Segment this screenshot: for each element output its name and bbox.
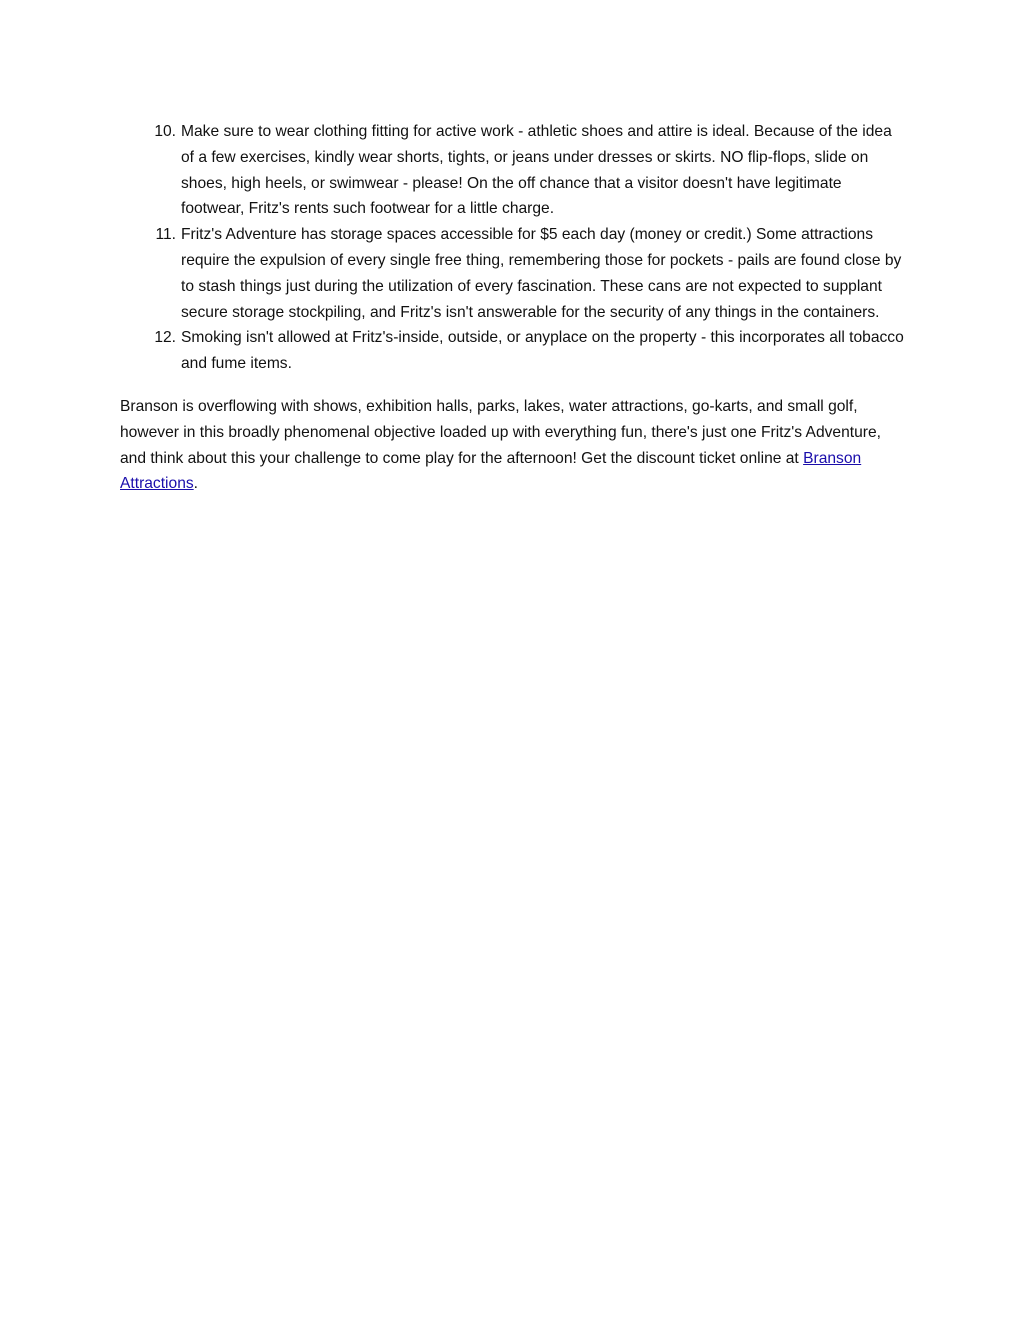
list-item [120,222,904,325]
closing-paragraph-period: . [193,475,199,493]
branson-attractions-link[interactable]: Branson Attractions [120,449,862,493]
list-item-text: Smoking isn't allowed at Fritz's-inside, outside, or anyplace on the property - this incorporates all tobacco and fume items. [181,329,904,373]
list-item-number: 10. [154,123,176,140]
list-item-number: 12. [154,329,176,347]
list-item [120,119,904,222]
list-item-text: Make sure to wear clothing fitting for active work - athletic shoes and attire is ideal. Because of the idea of a few exercises, kindly wear shorts, tights, or jeans under dresses or skirts. NO flip-flops, slide on shoes, high heels, or swimwear - please! On the off chance that a visitor doesn't have legitimate footwear, Fritz's rents such footwear for a little charge. [181,123,892,218]
closing-paragraph [120,394,904,497]
list-item [120,325,904,377]
list-item-text: Fritz's Adventure has storage spaces accessible for $5 each day (money or credit.) Some attractions require the expulsion of every single free thing, remembering those for pockets - pails are found close by to stash things just during the utilization of every fascination. These cans are not expected to supplant secure storage stockpiling, and Fritz's isn't answerable for the security of any things in the containers. [181,226,902,321]
list-item-number: 11. [155,226,176,244]
closing-paragraph-text: Branson is overflowing with shows, exhibition halls, parks, lakes, water attractions, go-karts, and small golf, however in this broadly phenomenal objective loaded up with everything fun, there's just one Fritz's Adventure, and think about this your challenge to come play for the afternoon! Get the discount ticket online at [120,397,881,467]
document-body [120,119,904,497]
numbered-list [120,119,904,377]
